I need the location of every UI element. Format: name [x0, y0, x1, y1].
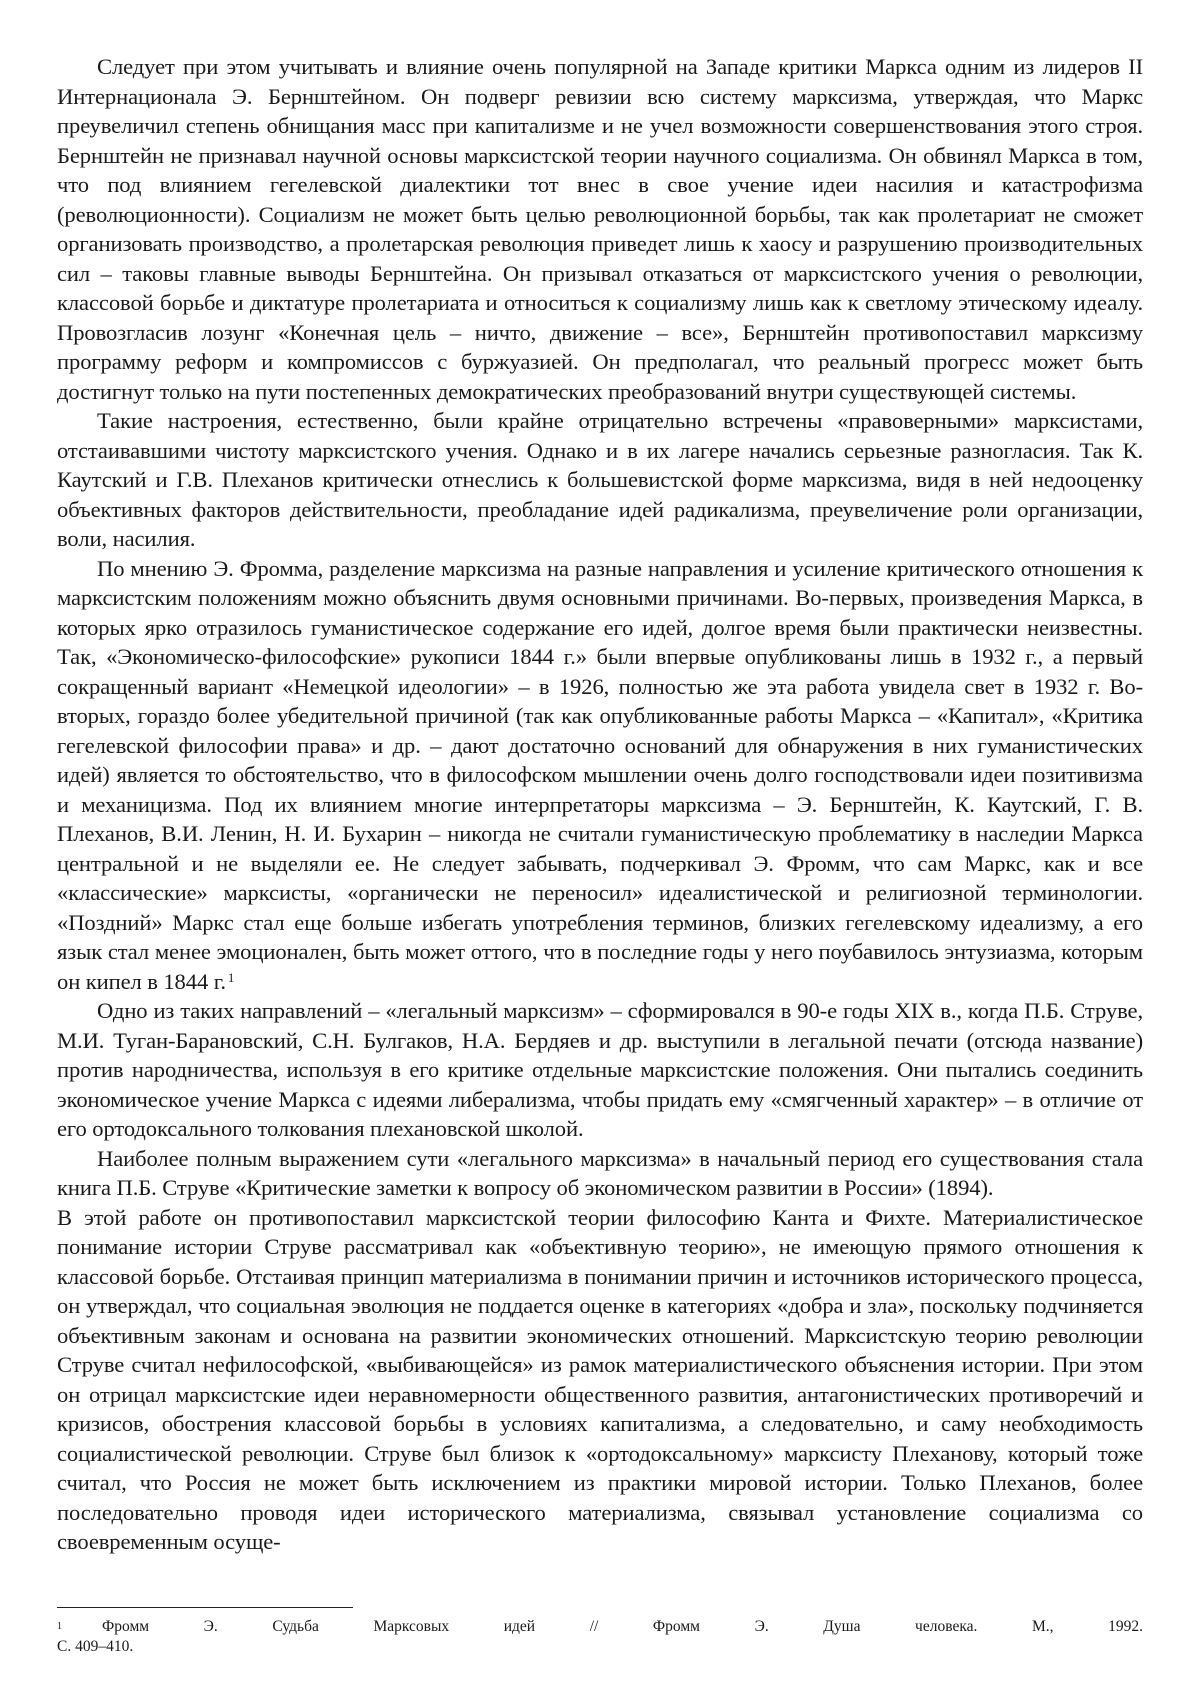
footnote-mark: 1 [57, 1621, 62, 1632]
footnote-line-1 [57, 1617, 1143, 1637]
footnote-line-2: С. 409–410. [57, 1638, 134, 1655]
footnote-citation: Фромм Э. Судьба Марксовых идей // Фромм Э. Душа человека. М., 1992. [102, 1618, 1143, 1635]
footnote-divider [57, 1607, 353, 1608]
paragraph-3 [57, 554, 1143, 997]
paragraph-2: Такие настроения, естественно, были крайне отрицательно встречены «правоверными» марксистами, отстаивавшими чистоту марксистского учения. Однако и в их лагере начались серьезные разногласия. Так К. Каутский и Г.В. Плеханов критически отнеслись к большевистской форме марксизма, видя в ней недооценку объективных факторов действительности, преобладание идей радикализма, преувеличение роли организации, воли, насилия. [57, 408, 1143, 551]
document-body [57, 52, 1143, 1557]
footnote-reference[interactable]: 1 [227, 969, 235, 985]
paragraph-4: Одно из таких направлений – «легальный марксизм» – сформировался в 90-е годы XIX в., когда П.Б. Струве, М.И. Туган-Барановский, С.Н. Булгаков, Н.А. Бердяев и др. выступили в легальной печати (отсюда название) против народничества, используя в его критике отдельные марксистские положения. Они пытались соединить экономическое учение Маркса с идеями либерализма, чтобы придать ему «смягченный характер» – в отличие от его ортодоксального толкования плехановской школой. [57, 998, 1143, 1141]
paragraph-1: Следует при этом учитывать и влияние очень популярной на Западе критики Маркса одним из лидеров II Интернационала Э. Бернштейном. Он подверг ревизии всю систему марксизма, утверждая, что Маркс преувеличил степень обнищания масс при капитализме и не учел возможности совершенствования этого строя. Бернштейн не признавал научной основы марксистской теории научного социализма. Он обвинял Маркса в том, что под влиянием гегелевской диалектики тот внес в свое учение идеи насилия и катастрофизма (революционности). Социализм не может быть целью революционной борьбы, так как пролетариат не сможет организовать производство, а пролетарская революция приведет лишь к хаосу и разрушению производительных сил – таковы главные выводы Бернштейна. Он призывал отказаться от марксистского учения о революции, классовой борьбе и диктатуре пролетариата и относиться к социализму лишь как к светлому этическому идеалу. Провозгласив лозунг «Конечная цель – ничто, движение – все», Бернштейн противопоставил марксизму программу реформ и компромиссов с буржуазией. Он предполагал, что реальный прогресс может быть достигнут только на пути постепенных демократических преобразований внутри существующей системы. [57, 54, 1143, 404]
footnote [57, 1617, 1143, 1657]
paragraph-6: В этой работе он противопоставил марксистской теории философию Канта и Фихте. Материалистическое понимание истории Струве рассматривал как «объективную теорию», не имеющую прямого отношения к классовой борьбе. Отстаивая принцип материализма в понимании причин и источников исторического процесса, он утверждал, что социальная эволюция не поддается оценке в категориях «добра и зла», поскольку подчиняется объективным законам и основана на развитии экономических отношений. Марксистскую теорию революции Струве считал нефилософской, «выбивающейся» из рамок материалистического объяснения истории. При этом он отрицал марксистские идеи неравномерности общественного развития, антагонистических противоречий и кризисов, обострения классовой борьбы в условиях капитализма, а следовательно, и саму необходимость социалистической революции. Струве был близок к «ортодоксальному» марксисту Плеханову, который тоже считал, что Россия не может быть исключением из практики мировой истории. Только Плеханов, более последовательно проводя идеи исторического материализма, связывал установление социализма со своевременным осуще- [57, 1204, 1143, 1554]
paragraph-3-text: По мнению Э. Фромма, разделение марксизма на разные направления и усиление критического отношения к марксистским положениям можно объяснить двумя основными причинами. Во-первых, произведения Маркса, в которых ярко отразилось гуманистическое содержание его идей, долгое время были практически неизвестны. Так, «Экономическо-философские» рукописи 1844 г.» были впервые опубликованы лишь в 1932 г., а первый сокращенный вариант «Немецкой идеологии» – в 1926, полностью же эта работа увидела свет в 1932 г. Во-вторых, гораздо более убедительной причиной (так как опубликованные работы Маркса – «Капитал», «Критика гегелевской философии права» и др. – дают достаточно оснований для обнаружения в них гуманистических идей) является то обстоятельство, что в философском мышлении очень долго господствовали идеи позитивизма и механицизма. Под их влиянием многие интерпретаторы марксизма – Э. Бернштейн, К. Каутский, Г. В. Плеханов, В.И. Ленин, Н. И. Бухарин – никогда не считали гуманистическую проблематику в наследии Маркса центральной и не выделяли ее. Не следует забывать, подчеркивал Э. Фромм, что сам Маркс, как и все «классические» марксисты, «органически не переносил» идеалистической и религиозной терминологии. «Поздний» Маркс стал еще больше избегать употребления терминов, близких гегелевскому идеализму, а его язык стал менее эмоционален, быть может оттого, что в последние годы у него поубавилось энтузиазма, которым он кипел в 1844 г. [57, 555, 1143, 994]
paragraph-5: Наиболее полным выражением сути «легального марксизма» в начальный период его существования стала книга П.Б. Струве «Критические заметки к вопросу об экономическом развитии в России» (1894). [57, 1145, 1143, 1200]
